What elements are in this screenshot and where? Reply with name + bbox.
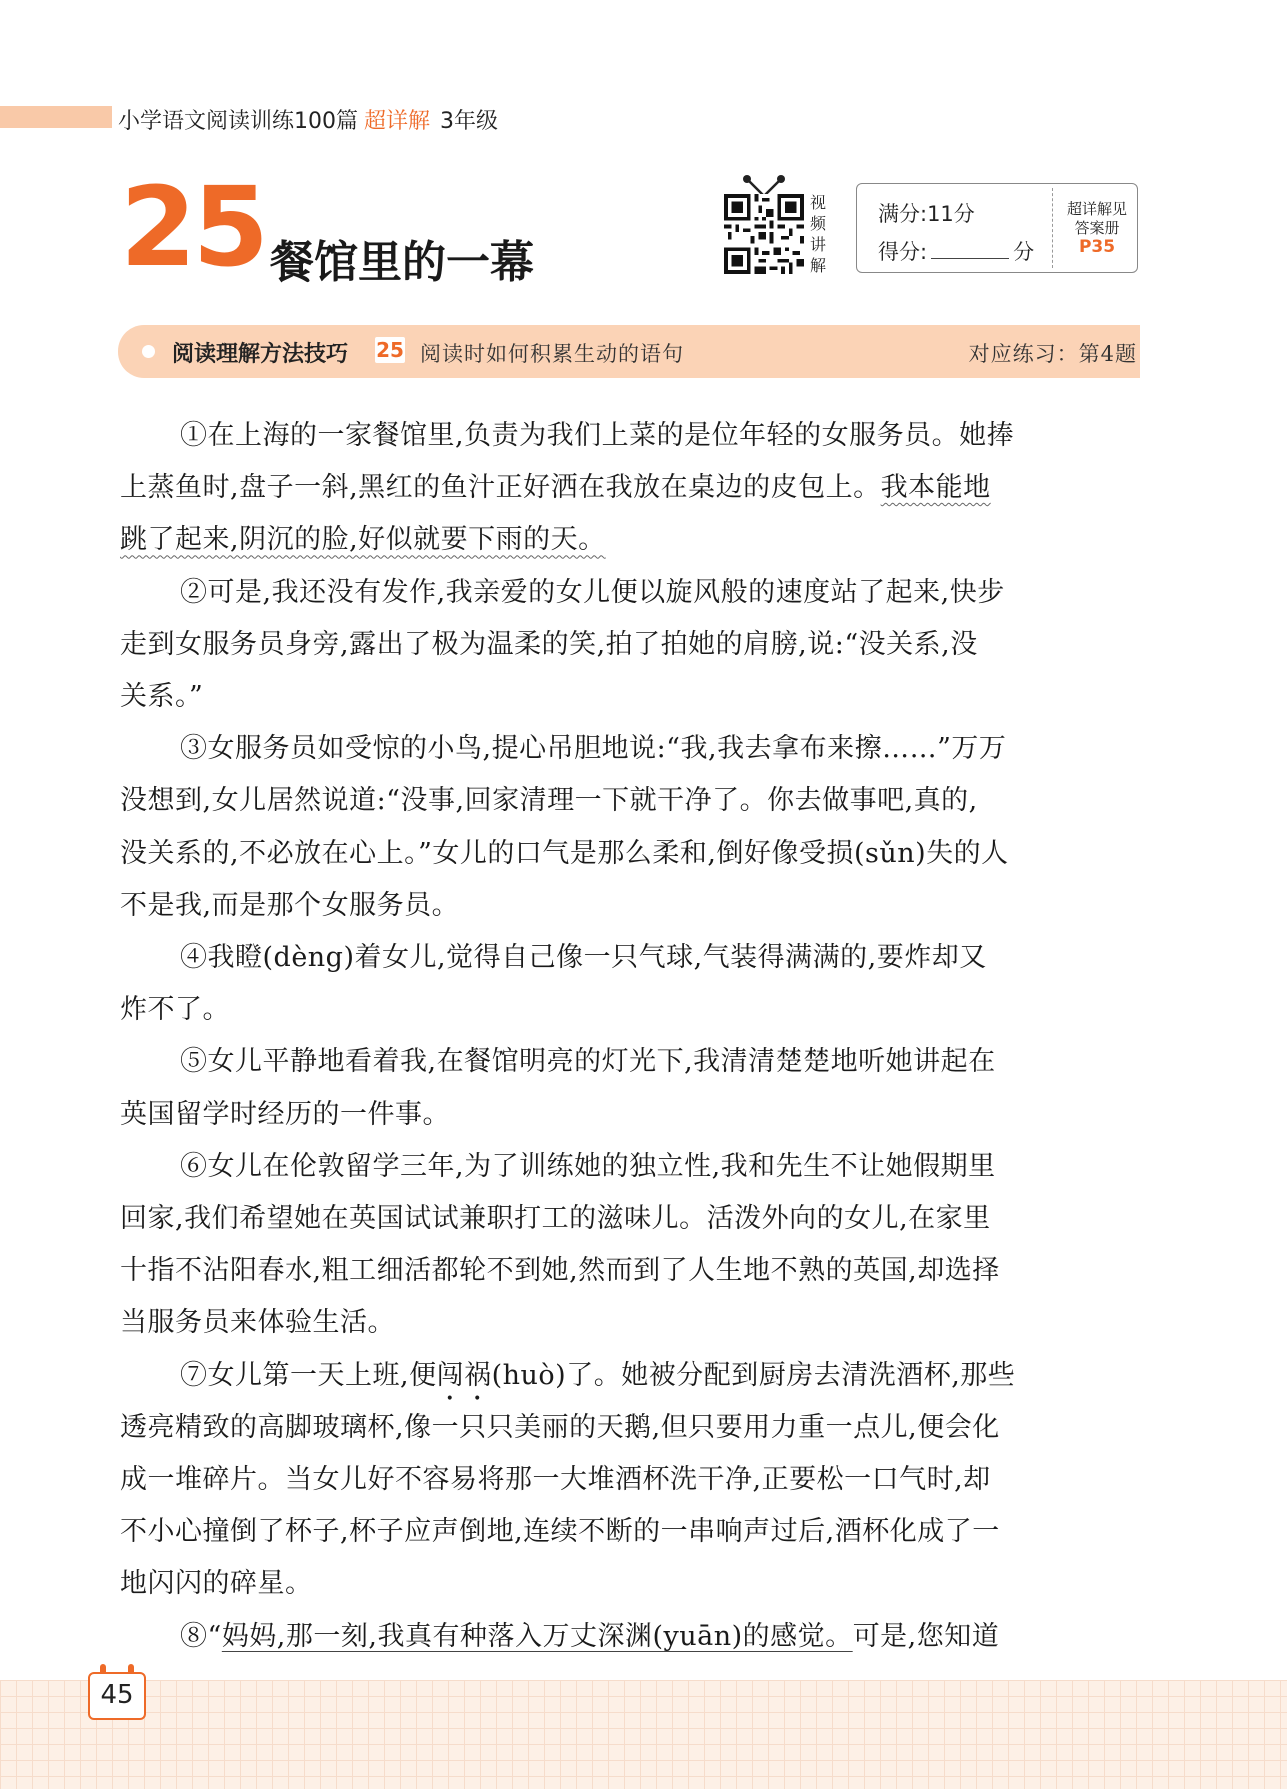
grade-label: 3年级 <box>440 109 499 134</box>
qr-code-icon[interactable] <box>724 194 804 274</box>
passage-line <box>120 1515 1000 1549</box>
answer-reference: 超详解见 答案册 P35 <box>1058 200 1136 257</box>
passage-text: ⑤女儿平静地看着我,在餐馆明亮的灯光下,我清清楚楚地听她讲起在 <box>180 1046 996 1078</box>
passage-line <box>120 889 459 923</box>
lesson-title: 餐馆里的一幕 <box>270 237 534 288</box>
passage-line <box>180 1150 996 1184</box>
book-header <box>118 104 498 135</box>
passage-line <box>120 1306 395 1340</box>
passage-text: 没关系的,不必放在心上。”女儿的口气是那么柔和,倒好像受损(sǔn)失的人 <box>120 837 1009 869</box>
passage-text: 英国留学时经历的一件事。 <box>120 1098 450 1130</box>
tips-number: 25 <box>376 338 404 362</box>
passage-text: 成一堆碎片。当女儿好不容易将那一大堆酒杯洗干净,正要松一口气时,却 <box>120 1464 991 1495</box>
passage-text: 关系。” <box>120 681 204 712</box>
book-title: 小学语文阅读训练100篇 <box>118 109 358 134</box>
passage-line <box>180 1045 996 1079</box>
passage-line <box>120 471 991 505</box>
passage-text: 不是我,而是那个女服务员。 <box>120 889 460 921</box>
wavy-underlined-text: 我本能地 <box>880 472 991 504</box>
passage-text: 上蒸鱼时,盘子一斜,黑红的鱼汁正好洒在我放在桌边的皮包上。 <box>120 472 881 504</box>
bullet-dot-icon <box>142 345 155 358</box>
score-divider <box>1052 188 1053 268</box>
passage-line <box>180 941 987 975</box>
passage-text: 回家,我们希望她在英国试试兼职打工的滋味儿。活泼外向的女儿,在家里 <box>120 1203 991 1234</box>
passage-text: ⑦女儿第一天上班,便 <box>180 1359 437 1391</box>
passage-line <box>120 1567 313 1601</box>
passage-line <box>120 1463 991 1497</box>
passage-text: 不小心撞倒了杯子,杯子应声倒地,连续不断的一串响声过后,酒杯化成了一 <box>120 1516 1000 1548</box>
tips-exercise: 对应练习：第4题 <box>968 342 1137 366</box>
footer-grid-background <box>0 1680 1287 1789</box>
passage-line <box>120 523 606 557</box>
video-explain-label: 视 频 讲 解 <box>809 193 826 275</box>
edition-label: 超详解 <box>364 109 431 134</box>
underlined-text: 妈妈,那一刻,我真有种落入万丈深渊(yuān)的感觉。 <box>221 1620 853 1652</box>
passage-text: ①在上海的一家餐馆里,负责为我们上菜的是位年轻的女服务员。她捧 <box>180 420 1015 451</box>
passage-text: 走到女服务员身旁,露出了极为温柔的笑,拍了拍她的肩膀,说:“没关系,没 <box>120 628 978 660</box>
lesson-number: 25 <box>120 163 266 291</box>
passage-text: ⑥女儿在伦敦留学三年,为了训练她的独立性,我和先生不让她假期里 <box>180 1150 996 1182</box>
score-blank-field[interactable] <box>931 240 1009 259</box>
passage-line <box>180 1620 999 1654</box>
passage-text: 十指不沾阳春水,粗工细活都轮不到她,然而到了人生地不熟的英国,却选择 <box>120 1255 1000 1287</box>
passage-text: ②可是,我还没有发作,我亲爱的女儿便以旋风般的速度站了起来,快步 <box>180 576 1005 608</box>
tips-description: 阅读时如何积累生动的语句 <box>420 342 684 366</box>
passage-line <box>120 1254 1000 1288</box>
passage-line <box>120 1202 991 1236</box>
passage-line <box>120 680 203 714</box>
passage-text: 没想到,女儿居然说道:“没事,回家清理一下就干净了。你去做事吧,真的, <box>120 785 978 817</box>
passage-text: 透亮精致的高脚玻璃杯,像一只只美丽的天鹅,但只要用力重一点儿,便会化 <box>120 1411 1000 1443</box>
passage-line <box>180 419 1014 453</box>
full-score: 满分:11分 <box>878 202 975 226</box>
passage-line <box>120 784 978 818</box>
passage-line <box>180 732 1006 766</box>
passage-line <box>180 1359 1015 1407</box>
tips-label: 阅读理解方法技巧 <box>172 342 349 367</box>
passage-text: 地闪闪的碎星。 <box>120 1568 313 1600</box>
passage-line <box>120 1098 450 1132</box>
got-score-unit: 分 <box>1013 240 1035 264</box>
passage-line <box>120 628 978 662</box>
page-number: 45 <box>100 1680 134 1710</box>
passage-line <box>180 576 1005 610</box>
passage-text: ⑧“ <box>180 1620 222 1652</box>
passage-line <box>120 993 230 1027</box>
passage-text: 炸不了。 <box>120 994 230 1026</box>
wavy-underlined-text: 跳了起来,阴沉的脸,好似就要下雨的天。 <box>120 524 606 556</box>
passage-line <box>120 837 1009 871</box>
passage-line <box>120 1411 1000 1445</box>
header-band <box>0 106 112 128</box>
got-score-label: 得分: <box>878 240 928 264</box>
passage-text: ④我瞪(dèng)着女儿,觉得自己像一只气球,气装得满满的,要炸却又 <box>180 942 987 973</box>
emphasized-text: 闯祸 <box>436 1359 492 1391</box>
answer-page: P35 <box>1078 237 1116 257</box>
passage-text: 可是,您知道 <box>852 1620 1000 1652</box>
got-score <box>878 236 1034 266</box>
passage-text: ③女服务员如受惊的小鸟,提心吊胆地说:“我,我去拿布来擦……”万万 <box>180 733 1007 765</box>
passage-text: 当服务员来体验生活。 <box>120 1307 395 1339</box>
passage-text: (huò)了。她被分配到厨房去清洗酒杯,那些 <box>491 1359 1016 1391</box>
